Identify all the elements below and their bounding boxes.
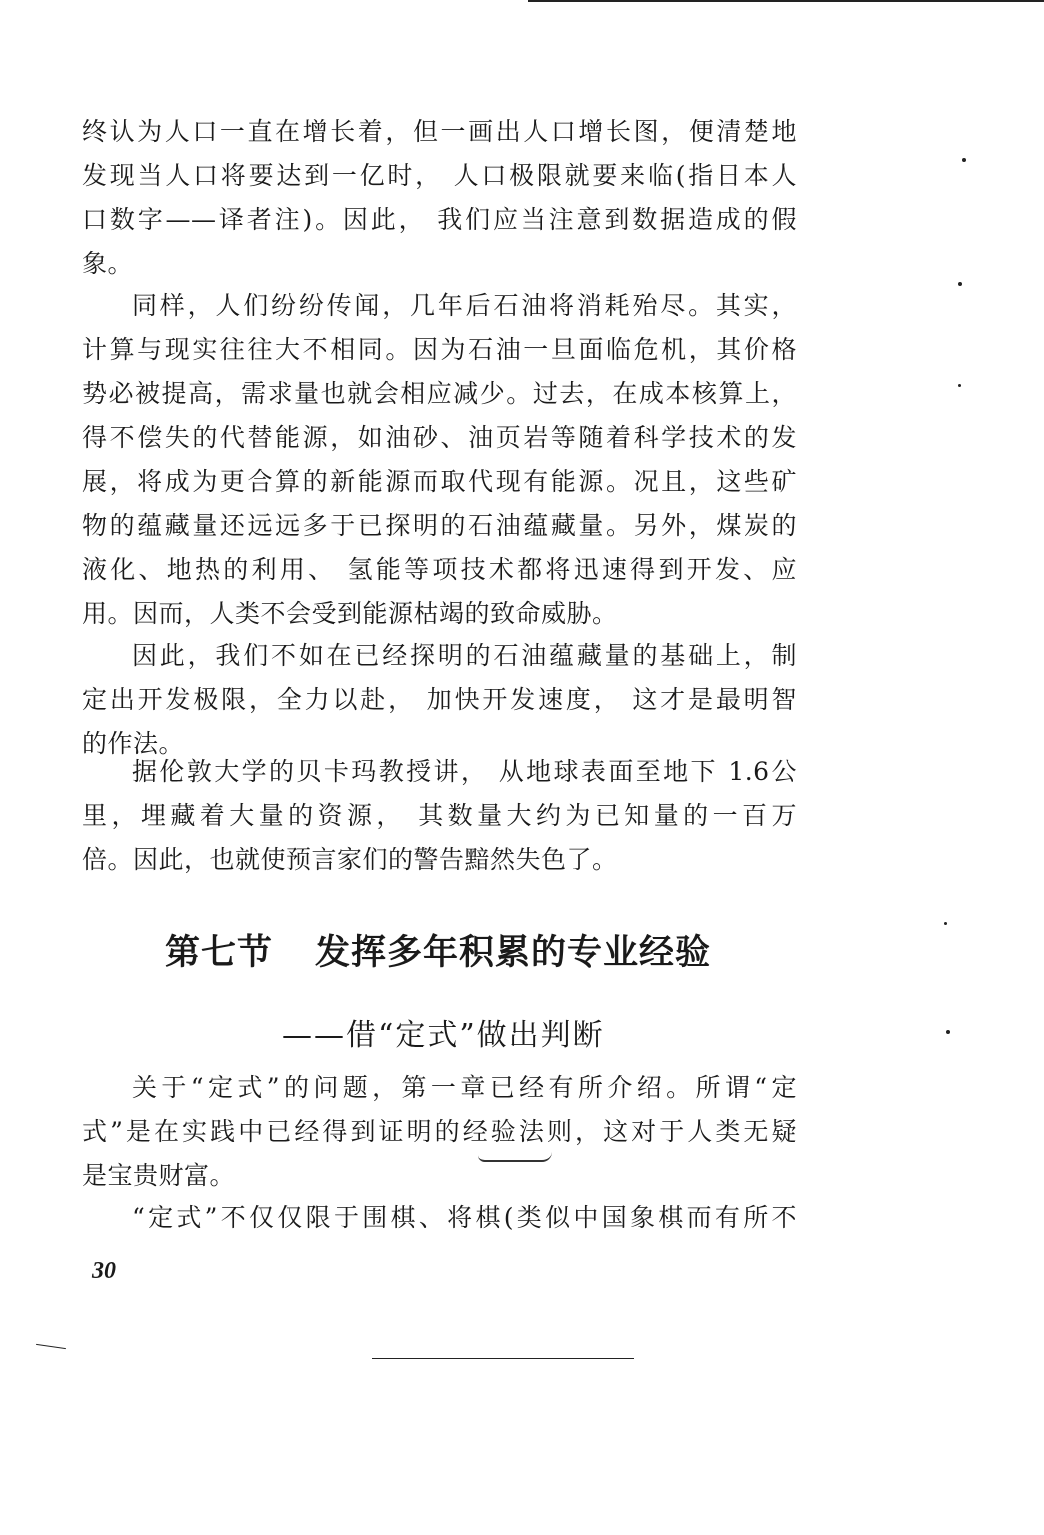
- text-line: 里，埋藏着大量的资源， 其数量大约为已知量的一百万: [82, 801, 797, 830]
- text-line: 口数字——译者注)。因此， 我们应当注意到数据造成的假: [82, 205, 797, 234]
- section-heading: [165, 925, 711, 975]
- text-line: 终认为人口一直在增长着，但一画出人口增长图，便清楚地: [82, 117, 797, 146]
- text-line: 象。: [82, 249, 134, 278]
- paragraph-development-limit: [82, 634, 797, 766]
- text-line: 因此，我们不如在已经探明的石油蕴藏量的基础上，制: [132, 641, 797, 670]
- text-line: 倍。因此，也就使预言家们的警告黯然失色了。: [82, 845, 618, 874]
- scan-speck: [958, 384, 961, 387]
- section-number: 第七节: [165, 933, 274, 973]
- page-number: 30: [92, 1258, 116, 1284]
- text-line: 定出开发极限，全力以赴， 加快开发速度， 这才是最明智: [82, 685, 797, 714]
- section-title: 发挥多年积累的专业经验: [315, 933, 712, 973]
- text-line: “定式”不仅仅限于围棋、将棋(类似中国象棋而有所不: [132, 1203, 797, 1232]
- text-line: 展，将成为更合算的新能源而取代现有能源。况且，这些矿: [82, 467, 797, 496]
- text-line: 是宝贵财富。: [82, 1161, 236, 1190]
- text-line: 得不偿失的代替能源，如油砂、油页岩等随着科学技术的发: [82, 423, 797, 452]
- text-line: 同样，人们纷纷传闻，几年后石油将消耗殆尽。其实，: [132, 291, 797, 320]
- paragraph-dingshi-scope: [82, 1196, 797, 1240]
- text-line: 物的蕴藏量还远远多于已探明的石油蕴藏量。另外，煤炭的: [82, 511, 797, 540]
- text-line: 计算与现实往往大不相同。因为石油一旦面临危机，其价格: [82, 335, 797, 364]
- text-line: 用。因而，人类不会受到能源枯竭的致命威胁。: [82, 599, 618, 628]
- paragraph-dingshi-intro: [82, 1066, 797, 1198]
- text-line: 据伦敦大学的贝卡玛教授讲， 从地球表面至地下 1.6公: [132, 757, 797, 786]
- handwritten-underline-mark: [478, 1152, 552, 1162]
- section-subtitle: ——借“定式”做出判断: [282, 1018, 605, 1053]
- scan-speck: [962, 158, 966, 162]
- text-line: 式”是在实践中已经得到证明的经验法则，这对于人类无疑: [82, 1117, 797, 1146]
- scan-speck: [946, 1030, 950, 1034]
- paragraph-continuation: [82, 110, 797, 286]
- paragraph-london-university: [82, 750, 797, 882]
- text-line: 液化、地热的利用、 氢能等项技术都将迅速得到开发、应: [82, 555, 797, 584]
- text-line: 势必被提高，需求量也就会相应减少。过去，在成本核算上，: [82, 379, 797, 408]
- scan-edge-line-bottom-left: [36, 1344, 66, 1349]
- text-line: 的作法。: [82, 729, 185, 758]
- paragraph-oil-rumor: [82, 284, 797, 636]
- scan-speck: [944, 922, 947, 925]
- text-line: 发现当人口将要达到一亿时， 人口极限就要来临(指日本人: [82, 161, 797, 190]
- scan-edge-line-top: [528, 0, 1044, 2]
- scan-edge-line-bottom: [372, 1358, 634, 1359]
- text-line: 关于“定式”的问题，第一章已经有所介绍。所谓“定: [132, 1073, 797, 1102]
- scan-speck: [958, 282, 962, 286]
